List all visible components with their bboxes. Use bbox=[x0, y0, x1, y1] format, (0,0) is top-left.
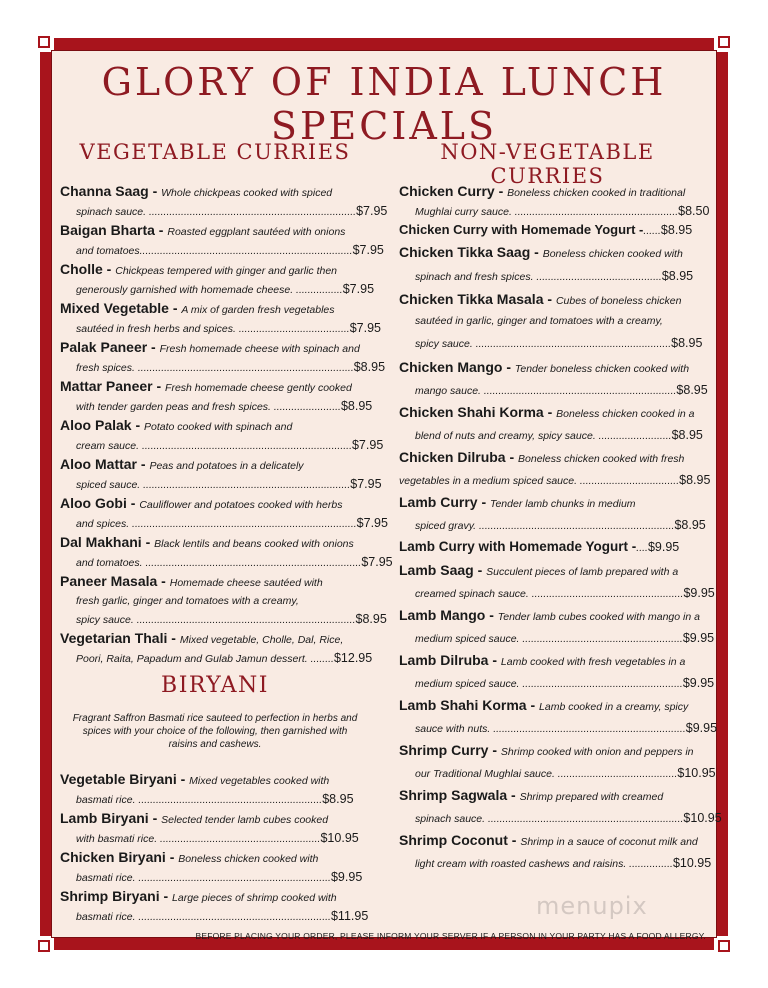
item-name: Chicken Biryani - bbox=[60, 849, 175, 865]
item-name: Lamb Shahi Korma - bbox=[399, 697, 536, 713]
item-name: Chicken Tikka Masala - bbox=[399, 291, 553, 307]
item-price: $7.95 bbox=[351, 438, 384, 452]
menu-item: Lamb Curry with Homemade Yogurt -....$9.95 bbox=[399, 539, 680, 554]
menu-item: Lamb Curry - Tender lamb chunks in medium spiced gravy. ...................................................................$8.95 bbox=[399, 494, 706, 532]
item-name: Chicken Curry with Homemade Yogurt - bbox=[399, 222, 644, 237]
watermark-logo: menupix bbox=[536, 892, 648, 920]
item-price: $7.95 bbox=[349, 321, 381, 335]
item-name: Chicken Tikka Saag - bbox=[399, 244, 539, 260]
non-vegetable-list bbox=[399, 182, 722, 876]
menu-item: Chicken Biryani - Boneless chicken cooked with basmati rice. ..................................................................$9.95 bbox=[60, 849, 363, 884]
menu-item: Lamb Dilruba - Lamb cooked with fresh vegetables in a medium spiced sauce. .......................................................$9.95 bbox=[399, 652, 715, 690]
item-price: $9.95 bbox=[682, 676, 715, 690]
item-name: Lamb Saag - bbox=[399, 562, 483, 578]
allergy-notice: BEFORE PLACING YOUR ORDER, PLEASE INFORM YOUR SERVER IF A PERSON IN YOUR PARTY HAS A FOOD ALLERGY. bbox=[195, 931, 706, 941]
item-price: $8.95 bbox=[671, 336, 703, 350]
item-name: Vegetable Biryani - bbox=[60, 771, 186, 787]
corner-ornament bbox=[38, 940, 50, 952]
menu-item: Shrimp Biryani - Large pieces of shrimp cooked with basmati rice. ..................................................................$11.95 bbox=[60, 888, 369, 923]
item-price: $8.95 bbox=[674, 518, 706, 532]
item-name: Aloo Mattar - bbox=[60, 456, 146, 472]
item-price: $9.95 bbox=[647, 540, 680, 554]
corner-ornament bbox=[718, 36, 730, 48]
item-name: Cholle - bbox=[60, 261, 112, 277]
vegetable-list bbox=[60, 182, 393, 668]
item-name: Aloo Gobi - bbox=[60, 495, 136, 511]
item-name: Mixed Vegetable - bbox=[60, 300, 178, 316]
menu-item: Shrimp Curry - Shrimp cooked with onion and peppers in our Traditional Mughlai sauce. .........................................$10.95 bbox=[399, 742, 716, 780]
menu-item: Dal Makhani - Black lentils and beans cooked with onions and tomatoes. ..........................................................................$7.95 bbox=[60, 534, 393, 569]
menu-item: Aloo Palak - Potato cooked with spinach and cream sauce. ........................................................................$7.95 bbox=[60, 417, 384, 452]
item-price: $8.95 bbox=[676, 383, 708, 397]
item-name: Chicken Dilruba - bbox=[399, 449, 515, 465]
item-name: Shrimp Biryani - bbox=[60, 888, 169, 904]
item-name: Palak Paneer - bbox=[60, 339, 156, 355]
menu-item: Lamb Saag - Succulent pieces of lamb prepared with a creamed spinach sauce. ....................................................$9.95 bbox=[399, 562, 715, 600]
item-price: $11.95 bbox=[330, 909, 369, 923]
menu-item: Lamb Biryani - Selected tender lamb cubes cooked with basmati rice. .......................................................$10.95 bbox=[60, 810, 359, 845]
menu-item: Vegetarian Thali - Mixed vegetable, Cholle, Dal, Rice, Poori, Raita, Papadum and Gulab Jamun dessert. ........$12.95 bbox=[60, 630, 373, 665]
menu-item: Mixed Vegetable - A mix of garden fresh vegetables sautéed in fresh herbs and spices. ......................................$7.95 bbox=[60, 300, 381, 335]
item-name: Shrimp Curry - bbox=[399, 742, 498, 758]
item-price: $8.95 bbox=[340, 399, 373, 413]
item-price: $10.95 bbox=[677, 766, 716, 780]
item-name: Channa Saag - bbox=[60, 183, 158, 199]
item-name: Vegetarian Thali - bbox=[60, 630, 176, 646]
item-price: $8.95 bbox=[355, 612, 387, 626]
item-price: $8.95 bbox=[671, 428, 703, 442]
biryani-list bbox=[60, 770, 370, 926]
section-title-non-vegetable: NON-VEGETABLE CURRIES bbox=[440, 140, 655, 188]
item-price: $8.95 bbox=[661, 269, 694, 283]
item-price: $9.95 bbox=[330, 870, 363, 884]
menu-item: Palak Paneer - Fresh homemade cheese with spinach and fresh spices. ..........................................................................$8.95 bbox=[60, 339, 386, 374]
menu-item: Chicken Tikka Saag - Boneless chicken cooked with spinach and fresh spices. ...........................................$8.95 bbox=[399, 244, 694, 283]
item-name: Baigan Bharta - bbox=[60, 222, 164, 238]
menu-item: Cholle - Chickpeas tempered with ginger and garlic then generously garnished with homemade cheese. ................$7.95 bbox=[60, 261, 375, 296]
item-name: Aloo Palak - bbox=[60, 417, 141, 433]
item-name: Lamb Biryani - bbox=[60, 810, 158, 826]
menu-item: Channa Saag - Whole chickpeas cooked with spiced spinach sauce. .......................................................................$7.95 bbox=[60, 183, 388, 218]
section-title-biryani: BIRYANI bbox=[161, 673, 269, 698]
item-price: $7.95 bbox=[361, 555, 393, 569]
item-name: Lamb Dilruba - bbox=[399, 652, 498, 668]
biryani-intro: Fragrant Saffron Basmati rice sauteed to perfection in herbs and spices with your choice of the following, then garnished with raisins and cashews. bbox=[72, 713, 358, 750]
menu-item: Chicken Curry with Homemade Yogurt -......$8.95 bbox=[399, 222, 693, 237]
menu-item: Chicken Dilruba - Boneless chicken cooked with fresh vegetables in a medium spiced sauce. ..................................$8.95 bbox=[399, 449, 711, 487]
item-price: $7.95 bbox=[350, 477, 382, 491]
item-price: $8.95 bbox=[353, 360, 386, 374]
section-title-vegetable: VEGETABLE CURRIES bbox=[79, 140, 351, 164]
menu-item: Lamb Shahi Korma - Lamb cooked in a creamy, spicy sauce with nuts. ..................................................................$9.95 bbox=[399, 697, 718, 735]
menu-item: Mattar Paneer - Fresh homemade cheese gently cooked with tender garden peas and fresh spices. .......................$8.95 bbox=[60, 378, 373, 413]
item-name: Chicken Shahi Korma - bbox=[399, 404, 553, 420]
item-name: Lamb Curry with Homemade Yogurt - bbox=[399, 539, 637, 554]
item-name: Chicken Mango - bbox=[399, 359, 512, 375]
item-price: $10.95 bbox=[320, 831, 359, 845]
item-name: Chicken Curry - bbox=[399, 183, 504, 199]
menu-title: GLORY OF INDIA LUNCH SPECIALS bbox=[101, 60, 667, 148]
menu-item: Chicken Shahi Korma - Boneless chicken cooked in a blend of nuts and creamy, spicy sauce. .........................$8.95 bbox=[399, 404, 703, 442]
corner-ornament bbox=[718, 940, 730, 952]
menu-item: Vegetable Biryani - Mixed vegetables cooked with basmati rice. ...............................................................$8.95 bbox=[60, 771, 354, 806]
menu-item: Shrimp Coconut - Shrimp in a sauce of coconut milk and light cream with roasted cashews and raisins. ...............$10.95 bbox=[399, 832, 712, 870]
item-name: Lamb Curry - bbox=[399, 494, 487, 510]
menu-item: Aloo Mattar - Peas and potatoes in a delicately spiced sauce. .......................................................................$7.95 bbox=[60, 456, 382, 491]
menu-item: Shrimp Sagwala - Shrimp prepared with creamed spinach sauce. ...................................................................$10.95 bbox=[399, 787, 722, 825]
menu-item: Lamb Mango - Tender lamb cubes cooked with mango in a medium spiced sauce. .......................................................$9.95 bbox=[399, 607, 715, 645]
item-price: $8.95 bbox=[679, 473, 711, 487]
item-price: $10.95 bbox=[683, 811, 722, 825]
item-price: $8.95 bbox=[660, 223, 693, 237]
item-price: $8.50 bbox=[678, 204, 710, 218]
item-name: Dal Makhani - bbox=[60, 534, 151, 550]
item-price: $7.95 bbox=[356, 516, 388, 530]
item-price: $7.95 bbox=[352, 243, 384, 257]
menu-item: Paneer Masala - Homemade cheese sautéed with fresh garlic, ginger and tomatoes with a creamy, spicy sauce. ...........................................................................$8.95 bbox=[60, 573, 387, 626]
item-price: $9.95 bbox=[683, 586, 715, 600]
corner-ornament bbox=[38, 36, 50, 48]
menu-item: Aloo Gobi - Cauliflower and potatoes cooked with herbs and spices. .............................................................................$7.95 bbox=[60, 495, 388, 530]
item-name: Shrimp Sagwala - bbox=[399, 787, 516, 803]
menu-item: Chicken Curry - Boneless chicken cooked in traditional Mughlai curry sauce. ........................................................$8.50 bbox=[399, 183, 710, 218]
menu-item: Chicken Mango - Tender boneless chicken cooked with mango sauce. ..................................................................$8.95 bbox=[399, 359, 708, 397]
item-price: $9.95 bbox=[682, 631, 715, 645]
item-price: $7.95 bbox=[356, 204, 388, 218]
item-price: $9.95 bbox=[685, 721, 718, 735]
item-name: Lamb Mango - bbox=[399, 607, 494, 623]
item-price: $8.95 bbox=[322, 792, 354, 806]
item-name: Shrimp Coconut - bbox=[399, 832, 517, 848]
menu-item: Baigan Bharta - Roasted eggplant sautéed with onions and tomatoes.........................................................................$7.95 bbox=[60, 222, 384, 257]
item-price: $12.95 bbox=[333, 651, 373, 665]
item-name: Paneer Masala - bbox=[60, 573, 166, 589]
menu-item: Chicken Tikka Masala - Cubes of boneless chicken sautéed in garlic, ginger and tomatoes with a creamy, spicy sauce. ...................................................................$8.95 bbox=[399, 291, 703, 350]
item-price: $7.95 bbox=[342, 282, 375, 296]
item-name: Mattar Paneer - bbox=[60, 378, 162, 394]
item-price: $10.95 bbox=[672, 856, 712, 870]
